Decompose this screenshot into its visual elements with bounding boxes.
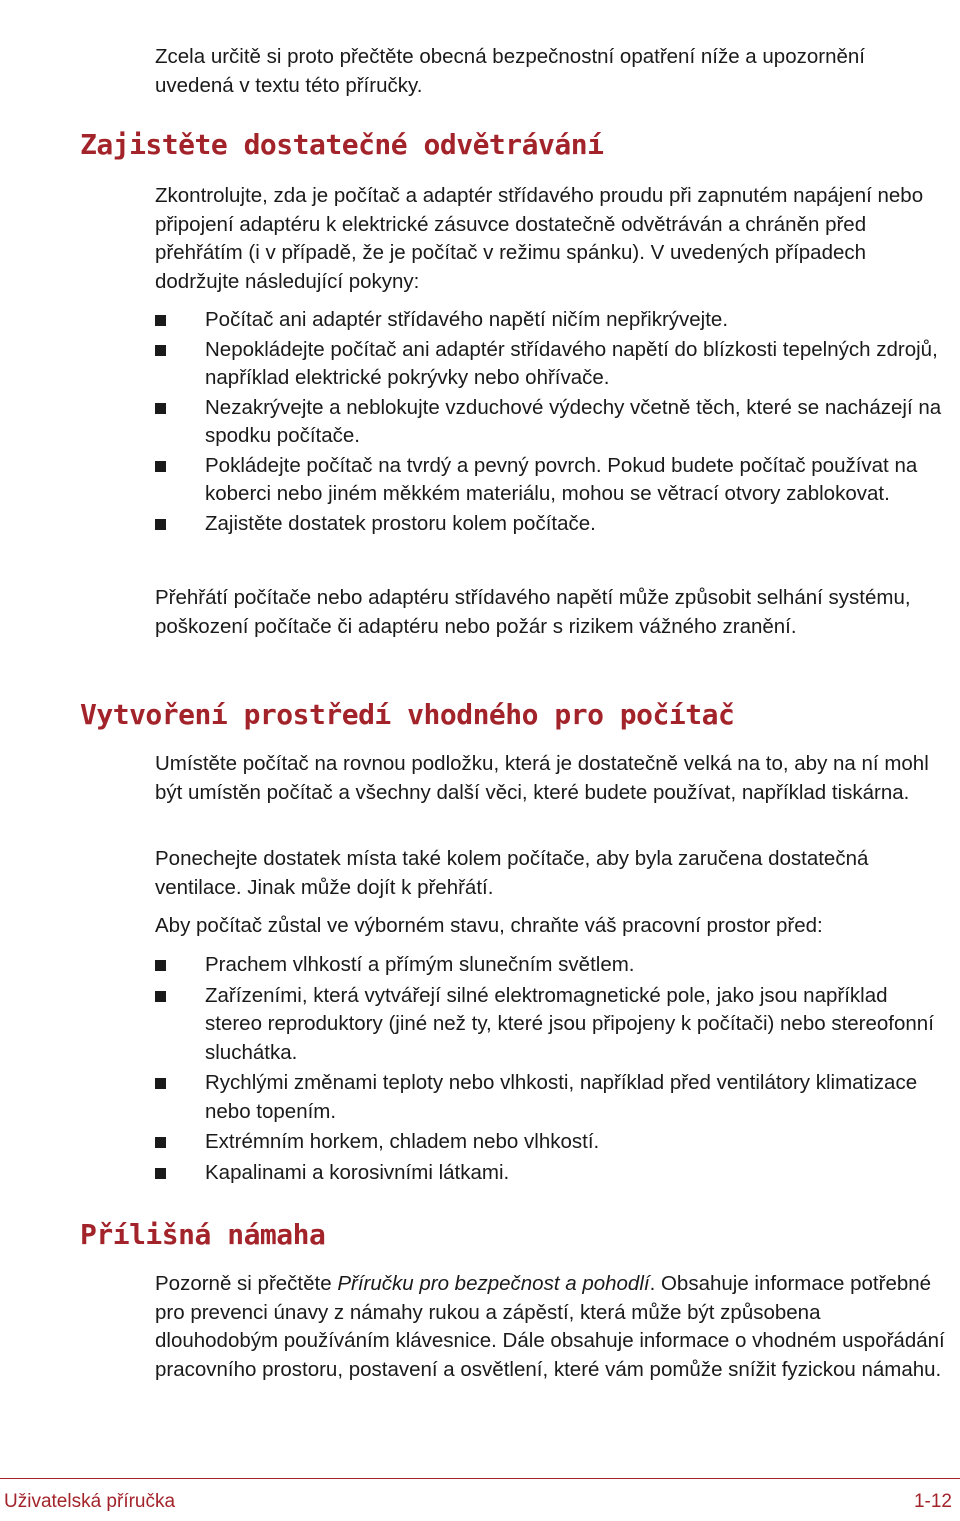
strain-paragraph — [155, 1270, 945, 1384]
list-item-text: Nepokládejte počítač ani adaptér střídavého napětí do blízkosti tepelných zdrojů, například elektrické pokrývky nebo ohřívače. — [205, 337, 938, 389]
list-item-text: Nezakrývejte a neblokujte vzduchové výdechy včetně těch, které se nacházejí na spodku počítače. — [205, 395, 942, 447]
list-item-text: Rychlými změnami teploty nebo vlhkosti, například před ventilátory klimatizace nebo topením. — [205, 1071, 918, 1123]
intro-paragraph: Zcela určitě si proto přečtěte obecná bezpečnostní opatření níže a upozornění uvedená v textu této příručky. — [155, 45, 865, 97]
square-bullet-icon — [155, 461, 166, 472]
section-heading-ventilation: Zajistěte dostatečné odvětrávání — [80, 128, 604, 161]
list-item — [155, 336, 945, 393]
environment-paragraph-1: Umístěte počítač na rovnou podložku, která je dostatečně velká na to, aby na ní mohl být umístěn počítač a všechny další věci, které budete používat, například tiskárna. — [155, 752, 929, 804]
section-heading-environment: Vytvoření prostředí vhodného pro počítač — [80, 698, 735, 731]
environment-paragraph-2: Ponechejte dostatek místa také kolem počítače, aby byla zaručena dostatečná ventilace. Jinak může dojít k přehřátí. — [155, 847, 869, 899]
footer-page-number: 1-12 — [913, 1491, 952, 1512]
list-item — [155, 1159, 945, 1188]
square-bullet-icon — [155, 960, 166, 971]
list-item-text: Kapalinami a korosivními látkami. — [205, 1160, 510, 1184]
list-item — [155, 394, 945, 451]
safety-guide-title: Příručku pro bezpečnost a pohodlí — [337, 1272, 650, 1295]
list-item — [155, 306, 945, 335]
ventilation-list — [155, 306, 945, 538]
ventilation-paragraph: Zkontrolujte, zda je počítač a adaptér střídavého proudu při zapnutém napájení nebo připojení adaptéru k elektrické zásuvce dostatečně odvětráván a chráněn před přehřátím (i v případě, že je počítač v režimu spánku). V uvedených případech dodržujte následující pokyny: — [155, 184, 924, 293]
list-item-text: Počítač ani adaptér střídavého napětí ničím nepřikrývejte. — [205, 308, 729, 331]
list-item — [155, 982, 945, 1068]
list-item-text: Pokládejte počítač na tvrdý a pevný povrch. Pokud budete počítač používat na koberci nebo jiném měkkém materiálu, mohou se větrací otvory zablokovat. — [205, 453, 918, 505]
environment-list — [155, 951, 945, 1187]
strain-text-start: Pozorně si přečtěte — [155, 1272, 338, 1295]
footer-manual-title: Uživatelská příručka — [4, 1491, 176, 1512]
list-item — [155, 1069, 945, 1126]
environment-paragraph-3: Aby počítač zůstal ve výborném stavu, chraňte váš pracovní prostor před: — [155, 914, 823, 937]
footer-divider — [0, 1478, 960, 1479]
list-item-text: Prachem vlhkostí a přímým slunečním světlem. — [205, 953, 635, 976]
list-item — [155, 951, 945, 980]
square-bullet-icon — [155, 315, 166, 326]
section-heading-strain: Přílišná námaha — [80, 1218, 326, 1251]
list-item-text: Zařízeními, která vytvářejí silné elektromagnetické pole, jako jsou například stereo reproduktory (jiné než ty, které jsou připojeny k počítači) nebo stereofonní sluchátka. — [205, 983, 934, 1064]
list-item-text: Zajistěte dostatek prostoru kolem počítače. — [205, 511, 596, 535]
strain-text-rest: . Obsahuje informace potřebné pro prevenci únavy z námahy rukou a zápěstí, která může být způsobena dlouhodobým používáním klávesnice. Dále obsahuje informace o vhodném uspořádání pracovního prostoru, postavení a osvětlení, které vám pomůže snížit fyzickou námahu. — [155, 1272, 945, 1381]
square-bullet-icon — [155, 519, 166, 530]
overheating-warning: Přehřátí počítače nebo adaptéru střídavého napětí může způsobit selhání systému, poškození počítače či adaptéru nebo požár s rizikem vážného zranění. — [155, 586, 911, 638]
square-bullet-icon — [155, 1168, 166, 1179]
square-bullet-icon — [155, 1078, 166, 1089]
list-item — [155, 510, 945, 539]
list-item — [155, 452, 945, 509]
square-bullet-icon — [155, 991, 166, 1002]
list-item — [155, 1128, 945, 1157]
square-bullet-icon — [155, 345, 166, 356]
list-item-text: Extrémním horkem, chladem nebo vlhkostí. — [205, 1130, 600, 1153]
square-bullet-icon — [155, 1137, 166, 1148]
square-bullet-icon — [155, 403, 166, 414]
